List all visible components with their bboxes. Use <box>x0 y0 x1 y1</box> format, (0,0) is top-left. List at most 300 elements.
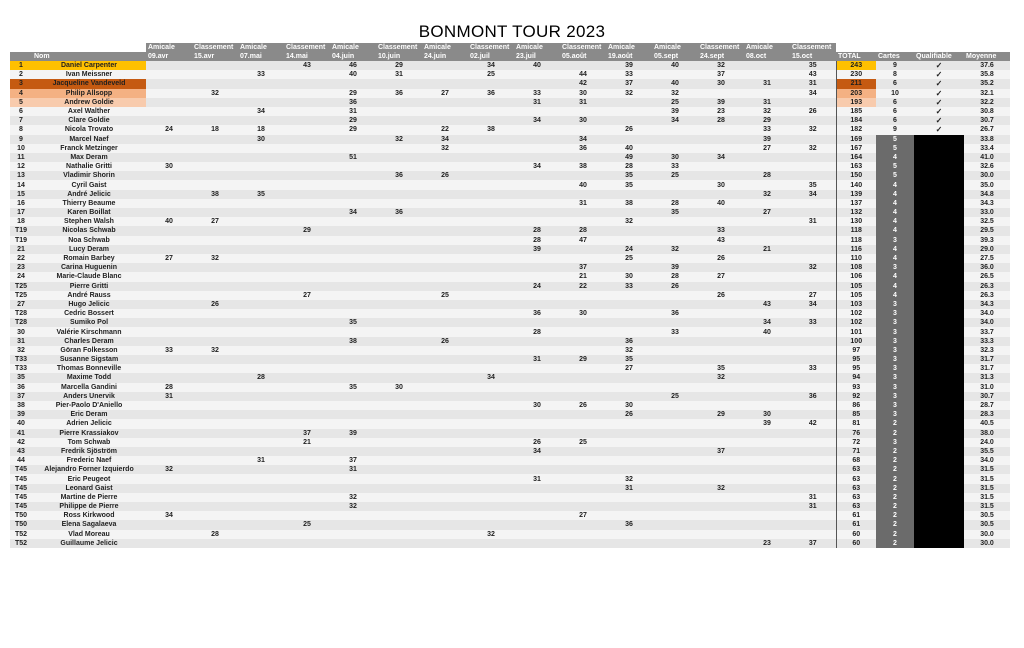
player-name: Nathalie Gritti <box>32 162 146 171</box>
score-cell <box>376 79 422 88</box>
qualifiable-cell <box>914 217 964 226</box>
moyenne-cell: 34.3 <box>964 300 1010 309</box>
score-cell <box>606 392 652 401</box>
score-cell <box>422 107 468 116</box>
cartes-cell: 5 <box>876 144 914 153</box>
score-cell <box>790 373 836 382</box>
table-row <box>10 89 1010 98</box>
score-cell <box>422 153 468 162</box>
moyenne-cell: 38.0 <box>964 429 1010 438</box>
score-cell <box>606 383 652 392</box>
score-cell <box>192 153 238 162</box>
score-cell <box>468 465 514 474</box>
score-cell: 29 <box>330 116 376 125</box>
player-name: Eric Peugeot <box>32 474 146 483</box>
score-cell <box>698 327 744 336</box>
score-cell <box>514 107 560 116</box>
score-cell <box>790 465 836 474</box>
table-row <box>10 520 1010 529</box>
moyenne-cell: 28.3 <box>964 410 1010 419</box>
score-cell <box>376 474 422 483</box>
score-cell: 27 <box>284 291 330 300</box>
moyenne-cell: 31.3 <box>964 373 1010 382</box>
score-cell <box>146 337 192 346</box>
score-cell <box>238 254 284 263</box>
score-cell: 18 <box>192 125 238 134</box>
score-cell <box>698 474 744 483</box>
score-cell <box>330 291 376 300</box>
moyenne-cell: 31.7 <box>964 355 1010 364</box>
score-cell <box>514 144 560 153</box>
total-cell: 230 <box>836 70 876 79</box>
score-cell: 25 <box>422 291 468 300</box>
score-cell <box>330 254 376 263</box>
score-cell <box>790 254 836 263</box>
moyenne-cell: 31.7 <box>964 364 1010 373</box>
qualified-check-icon: ✓ <box>914 107 964 116</box>
moyenne-cell: 34.3 <box>964 199 1010 208</box>
score-cell <box>284 125 330 134</box>
score-cell <box>146 190 192 199</box>
player-name: Valérie Kirschmann <box>32 327 146 336</box>
score-cell <box>468 226 514 235</box>
score-cell <box>560 419 606 428</box>
score-cell <box>192 107 238 116</box>
rank-cell: 4 <box>10 89 32 98</box>
score-cell: 40 <box>652 61 698 70</box>
table-row <box>10 392 1010 401</box>
score-cell <box>790 208 836 217</box>
score-cell <box>422 530 468 539</box>
header-date: 09.avr <box>146 52 192 61</box>
score-cell <box>284 98 330 107</box>
moyenne-cell: 27.5 <box>964 254 1010 263</box>
header-date: 08.oct <box>744 52 790 61</box>
score-cell: 29 <box>376 61 422 70</box>
score-cell <box>238 79 284 88</box>
qualifiable-cell <box>914 208 964 217</box>
score-cell <box>376 190 422 199</box>
moyenne-cell: 30.0 <box>964 539 1010 548</box>
moyenne-cell: 37.6 <box>964 61 1010 70</box>
rank-cell: T19 <box>10 236 32 245</box>
score-cell <box>284 511 330 520</box>
score-cell <box>284 190 330 199</box>
score-cell <box>652 190 698 199</box>
score-cell <box>652 180 698 189</box>
score-cell: 33 <box>790 364 836 373</box>
qualifiable-cell <box>914 383 964 392</box>
qualifiable-cell <box>914 456 964 465</box>
total-cell: 105 <box>836 282 876 291</box>
table-row <box>10 98 1010 107</box>
score-cell <box>422 263 468 272</box>
moyenne-cell: 30.8 <box>964 107 1010 116</box>
score-cell <box>790 245 836 254</box>
score-cell: 25 <box>652 171 698 180</box>
cartes-cell: 4 <box>876 291 914 300</box>
score-cell <box>192 180 238 189</box>
score-cell <box>284 70 330 79</box>
moyenne-cell: 32.6 <box>964 162 1010 171</box>
score-cell <box>238 438 284 447</box>
score-cell <box>514 484 560 493</box>
player-name: Eric Deram <box>32 410 146 419</box>
score-cell: 26 <box>514 438 560 447</box>
rank-cell: T28 <box>10 309 32 318</box>
score-cell <box>146 410 192 419</box>
score-cell: 36 <box>514 309 560 318</box>
score-cell <box>698 429 744 438</box>
score-cell <box>238 217 284 226</box>
total-cell: 97 <box>836 346 876 355</box>
score-cell: 35 <box>652 208 698 217</box>
score-cell <box>376 318 422 327</box>
score-cell <box>606 291 652 300</box>
qualifiable-cell <box>914 153 964 162</box>
qualified-check-icon: ✓ <box>914 98 964 107</box>
qualifiable-cell <box>914 162 964 171</box>
score-cell: 33 <box>514 89 560 98</box>
total-cell: 182 <box>836 125 876 134</box>
score-cell <box>284 217 330 226</box>
score-cell <box>192 520 238 529</box>
score-cell <box>192 484 238 493</box>
score-cell <box>330 373 376 382</box>
qualifiable-cell <box>914 254 964 263</box>
total-cell: 130 <box>836 217 876 226</box>
header-type: Amicale <box>652 43 698 52</box>
score-cell <box>606 530 652 539</box>
total-cell: 102 <box>836 309 876 318</box>
score-cell <box>422 300 468 309</box>
rank-cell: 17 <box>10 208 32 217</box>
score-cell <box>652 144 698 153</box>
score-cell <box>744 162 790 171</box>
score-cell <box>744 309 790 318</box>
score-cell <box>146 61 192 70</box>
score-cell <box>514 272 560 281</box>
rank-cell: 42 <box>10 438 32 447</box>
total-cell: 106 <box>836 272 876 281</box>
total-cell: 132 <box>836 208 876 217</box>
table-row <box>10 300 1010 309</box>
player-name: Andrew Goldie <box>32 98 146 107</box>
score-cell <box>146 291 192 300</box>
score-cell: 43 <box>284 61 330 70</box>
table-row <box>10 70 1010 79</box>
score-cell: 34 <box>514 116 560 125</box>
moyenne-cell: 28.7 <box>964 401 1010 410</box>
score-cell: 26 <box>422 171 468 180</box>
header-moyenne: Moyenne <box>964 52 1010 61</box>
score-cell <box>790 116 836 125</box>
table-row <box>10 153 1010 162</box>
header-type: Classement <box>284 43 330 52</box>
score-cell <box>468 392 514 401</box>
score-cell <box>192 419 238 428</box>
score-cell <box>238 171 284 180</box>
score-cell: 28 <box>606 162 652 171</box>
score-cell <box>238 309 284 318</box>
player-name: Maxime Todd <box>32 373 146 382</box>
cartes-cell: 4 <box>876 208 914 217</box>
score-cell: 28 <box>192 530 238 539</box>
score-cell <box>468 162 514 171</box>
moyenne-cell: 31.5 <box>964 474 1010 483</box>
score-cell: 24 <box>606 245 652 254</box>
score-cell: 32 <box>790 263 836 272</box>
rank-cell: T45 <box>10 493 32 502</box>
player-name: Philippe de Pierre <box>32 502 146 511</box>
score-cell <box>146 208 192 217</box>
score-cell <box>468 410 514 419</box>
score-cell: 25 <box>468 70 514 79</box>
score-cell: 27 <box>560 511 606 520</box>
cartes-cell: 3 <box>876 438 914 447</box>
qualifiable-cell <box>914 410 964 419</box>
score-cell <box>146 135 192 144</box>
header-type: Amicale <box>514 43 560 52</box>
score-cell <box>330 419 376 428</box>
header-type: Amicale <box>744 43 790 52</box>
score-cell <box>652 346 698 355</box>
score-cell <box>284 144 330 153</box>
score-cell: 32 <box>192 346 238 355</box>
moyenne-cell: 35.0 <box>964 180 1010 189</box>
score-cell <box>606 539 652 548</box>
rank-cell: 37 <box>10 392 32 401</box>
score-cell: 38 <box>192 190 238 199</box>
cartes-cell: 2 <box>876 520 914 529</box>
score-cell: 28 <box>146 383 192 392</box>
score-cell <box>284 318 330 327</box>
score-cell <box>376 236 422 245</box>
player-name: Philip Allsopp <box>32 89 146 98</box>
score-cell <box>284 199 330 208</box>
score-cell <box>468 291 514 300</box>
total-cell: 85 <box>836 410 876 419</box>
score-cell: 25 <box>652 98 698 107</box>
score-cell <box>744 70 790 79</box>
cartes-cell: 2 <box>876 456 914 465</box>
header-date: 19.août <box>606 52 652 61</box>
score-cell <box>238 162 284 171</box>
score-cell <box>376 291 422 300</box>
score-cell <box>192 401 238 410</box>
moyenne-cell: 40.5 <box>964 419 1010 428</box>
score-cell <box>146 474 192 483</box>
score-cell <box>192 245 238 254</box>
player-name: Ivan Meissner <box>32 70 146 79</box>
qualifiable-cell <box>914 171 964 180</box>
score-cell <box>468 401 514 410</box>
header-row-dates <box>10 52 1010 61</box>
score-cell <box>698 530 744 539</box>
score-cell <box>468 419 514 428</box>
score-cell <box>744 493 790 502</box>
score-cell <box>238 484 284 493</box>
score-cell <box>192 199 238 208</box>
score-cell <box>330 530 376 539</box>
score-cell <box>192 493 238 502</box>
score-cell <box>560 447 606 456</box>
score-cell <box>468 438 514 447</box>
score-cell <box>238 401 284 410</box>
header-type: Classement <box>790 43 836 52</box>
score-cell <box>652 465 698 474</box>
ranking-body <box>10 61 1010 548</box>
score-cell <box>652 493 698 502</box>
player-name: Pierre Gritti <box>32 282 146 291</box>
score-cell <box>606 493 652 502</box>
score-cell <box>606 511 652 520</box>
score-cell <box>514 171 560 180</box>
score-cell <box>468 282 514 291</box>
score-cell <box>330 282 376 291</box>
moyenne-cell: 24.0 <box>964 438 1010 447</box>
score-cell <box>468 236 514 245</box>
header-type: Classement <box>560 43 606 52</box>
score-cell <box>192 162 238 171</box>
cartes-cell: 9 <box>876 125 914 134</box>
score-cell <box>422 180 468 189</box>
score-cell <box>146 438 192 447</box>
rank-cell: T25 <box>10 282 32 291</box>
score-cell <box>330 144 376 153</box>
cartes-cell: 3 <box>876 410 914 419</box>
score-cell <box>698 190 744 199</box>
score-cell <box>514 70 560 79</box>
header-total: TOTAL <box>836 52 876 61</box>
score-cell <box>514 135 560 144</box>
score-cell <box>376 493 422 502</box>
score-cell <box>238 208 284 217</box>
score-cell <box>560 107 606 116</box>
score-cell: 27 <box>422 89 468 98</box>
rank-cell: 27 <box>10 300 32 309</box>
score-cell: 35 <box>606 171 652 180</box>
score-cell: 36 <box>652 309 698 318</box>
score-cell <box>652 401 698 410</box>
total-cell: 101 <box>836 327 876 336</box>
score-cell <box>652 291 698 300</box>
cartes-cell: 2 <box>876 493 914 502</box>
score-cell <box>744 484 790 493</box>
score-cell <box>744 373 790 382</box>
score-cell <box>560 383 606 392</box>
score-cell: 40 <box>514 61 560 70</box>
score-cell <box>744 392 790 401</box>
score-cell <box>744 61 790 70</box>
cartes-cell: 2 <box>876 474 914 483</box>
score-cell <box>514 520 560 529</box>
score-cell <box>514 346 560 355</box>
rank-cell: 41 <box>10 429 32 438</box>
score-cell <box>238 364 284 373</box>
score-cell <box>744 364 790 373</box>
score-cell <box>146 355 192 364</box>
score-cell <box>606 309 652 318</box>
score-cell <box>744 511 790 520</box>
score-cell <box>560 254 606 263</box>
score-cell <box>560 429 606 438</box>
score-cell: 29 <box>330 89 376 98</box>
score-cell <box>422 61 468 70</box>
cartes-cell: 3 <box>876 309 914 318</box>
score-cell: 34 <box>330 208 376 217</box>
moyenne-cell: 31.5 <box>964 465 1010 474</box>
score-cell <box>514 263 560 272</box>
total-cell: 86 <box>836 401 876 410</box>
qualifiable-cell <box>914 309 964 318</box>
score-cell <box>284 392 330 401</box>
total-cell: 60 <box>836 539 876 548</box>
player-name: Vlad Moreau <box>32 530 146 539</box>
score-cell <box>468 180 514 189</box>
total-cell: 61 <box>836 511 876 520</box>
score-cell <box>422 447 468 456</box>
score-cell <box>744 180 790 189</box>
score-cell <box>238 539 284 548</box>
total-cell: 118 <box>836 226 876 235</box>
score-cell: 30 <box>560 116 606 125</box>
score-cell <box>238 474 284 483</box>
score-cell: 40 <box>606 144 652 153</box>
score-cell <box>376 98 422 107</box>
player-name: Nicola Trovato <box>32 125 146 134</box>
total-cell: 105 <box>836 291 876 300</box>
score-cell <box>146 493 192 502</box>
score-cell <box>652 456 698 465</box>
cartes-cell: 3 <box>876 383 914 392</box>
score-cell <box>790 98 836 107</box>
table-row <box>10 429 1010 438</box>
table-row <box>10 245 1010 254</box>
qualifiable-cell <box>914 392 964 401</box>
qualifiable-cell <box>914 135 964 144</box>
header-date: 07.mai <box>238 52 284 61</box>
score-cell <box>606 190 652 199</box>
rank-cell: 3 <box>10 79 32 88</box>
score-cell: 34 <box>514 447 560 456</box>
score-cell <box>238 447 284 456</box>
score-cell <box>146 89 192 98</box>
cartes-cell: 4 <box>876 217 914 226</box>
moyenne-cell: 33.3 <box>964 337 1010 346</box>
score-cell <box>330 364 376 373</box>
score-cell: 31 <box>330 465 376 474</box>
qualifiable-cell <box>914 282 964 291</box>
score-cell <box>560 364 606 373</box>
score-cell: 36 <box>790 392 836 401</box>
score-cell <box>744 530 790 539</box>
score-cell <box>376 355 422 364</box>
total-cell: 81 <box>836 419 876 428</box>
score-cell <box>468 429 514 438</box>
score-cell <box>422 226 468 235</box>
score-cell <box>790 309 836 318</box>
score-cell: 26 <box>606 410 652 419</box>
score-cell <box>238 392 284 401</box>
score-cell <box>330 355 376 364</box>
rank-cell: 36 <box>10 383 32 392</box>
score-cell <box>376 539 422 548</box>
score-cell <box>284 493 330 502</box>
qualifiable-cell <box>914 419 964 428</box>
rank-cell: 32 <box>10 346 32 355</box>
score-cell <box>790 410 836 419</box>
